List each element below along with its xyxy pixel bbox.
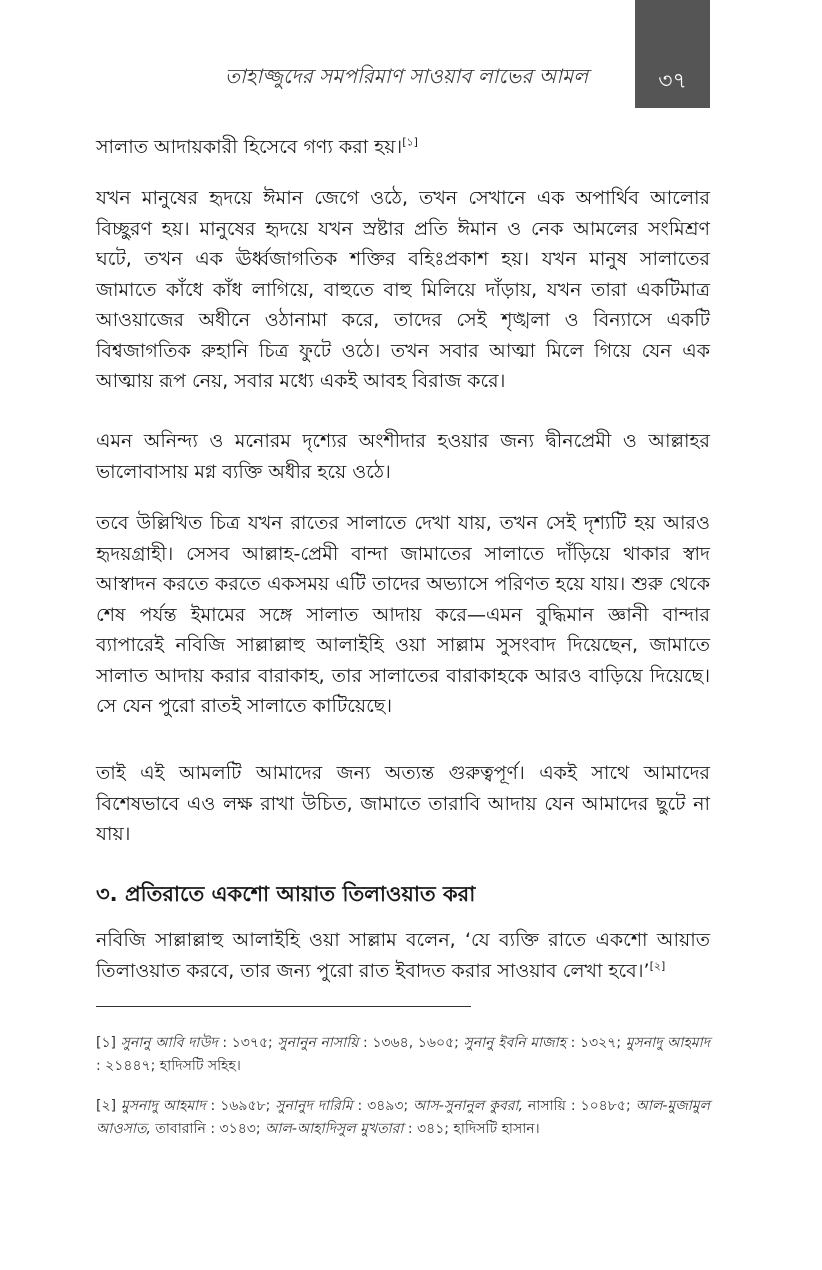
footnote-source: সুনানু ইবনি মাজাহ xyxy=(463,1035,566,1051)
footnote-source: আল-আহাদিসুল মুখতারা xyxy=(265,1121,404,1137)
footnote-marker: [২] xyxy=(96,1098,117,1114)
paragraph-continuation xyxy=(96,132,710,163)
footnote-ref: : ১৬৯৫৮; xyxy=(205,1098,276,1114)
paragraph-text: সালাত আদায়কারী হিসেবে গণ্য করা হয়। xyxy=(96,136,403,158)
footnote-source: আল-মুজামুল আওসাত, xyxy=(96,1098,710,1137)
footnote-ref: : ২১৪৪৭; হাদিসটি সহিহ। xyxy=(96,1058,241,1074)
footnote-source: সুনানু আবি দাউদ xyxy=(120,1035,218,1051)
footnote-ref: : ৩৪৯৩; xyxy=(352,1098,414,1114)
footnote-source: মুসনাদু আহমাদ xyxy=(625,1035,710,1051)
footnote-2 xyxy=(96,1095,710,1141)
footnote-source: সুনানুন নাসায়ি xyxy=(277,1035,359,1051)
footnote-marker: [১] xyxy=(96,1035,117,1051)
footnote-source: আস-সুনানুল কুবরা, xyxy=(413,1098,523,1114)
footnote-ref: : ১৩২৭; xyxy=(566,1035,626,1051)
footnote-marker-2[interactable]: [২] xyxy=(649,959,666,973)
paragraph-importance: তাই এই আমলটি আমাদের জন্য অত্যন্ত গুরুত্বপূর্ণ। একই সাথে আমাদের বিশেষভাবে এও লক্ষ রাখা উচিত, জামাতে তারাবি আদায় যেন আমাদের ছুটে না যায়। xyxy=(96,762,710,845)
footnote-ref: নাসায়ি : ১০৪৮৫; xyxy=(522,1098,636,1114)
footnote-divider xyxy=(96,1006,471,1007)
footnote-marker-1[interactable]: [১] xyxy=(402,135,418,149)
hadith-text: নবিজি সাল্লাল্লাহু আলাইহি ওয়া সাল্লাম বলেন, ‘যে ব্যক্তি রাতে একশো আয়াত তিলাওয়াত করবে, তার জন্য পুরো রাত ইবাদত করার সাওয়াব লেখা হবে।’ xyxy=(96,929,710,982)
section-heading: ৩. প্রতিরাতে একশো আয়াত তিলাওয়াত করা xyxy=(96,882,476,906)
running-header-title: তাহাজ্জুদের সমপরিমাণ সাওয়াব লাভের আমল xyxy=(225,64,589,88)
page-number-tab xyxy=(635,0,710,108)
footnote-ref: তাবারানি : ৩১৪৩; xyxy=(150,1121,266,1137)
paragraph-scene: এমন অনিন্দ্য ও মনোরম দৃশ্যের অংশীদার হওয়ার জন্য দ্বীনপ্রেমী ও আল্লাহর ভালোবাসায় মগ্ন ব্যক্তি অধীর হয়ে ওঠে। xyxy=(96,430,710,483)
paragraph-hadith xyxy=(96,925,710,986)
footnote-ref: : ৩৪১; হাদিসটি হাসান। xyxy=(403,1121,540,1137)
footnote-source: সুনানুদ দারিমি xyxy=(275,1098,353,1114)
footnote-ref: : ১৩৭৫; xyxy=(217,1035,278,1051)
paragraph-night-prayer: তবে উল্লিখিত চিত্র যখন রাতের সালাতে দেখা যায়, তখন সেই দৃশ্যটি হয় আরও হৃদয়গ্রাহী। সেসব আল্লাহ-প্রেমী বান্দা জামাতের সালাতে দাঁড়িয়ে থাকার স্বাদ আস্বাদন করতে করতে একসময় এটি তাদের অভ্যাসে পরিণত হয়ে যায়। শুরু থেকে শেষ পর্যন্ত ইমামের সঙ্গে সালাত আদায় করে—এমন বুদ্ধিমান জ্ঞানী বান্দার ব্যাপারেই নবিজি সাল্লাল্লাহু আলাইহি ওয়া সাল্লাম সুসংবাদ দিয়েছেন, জামাতে সালাত আদায় করার বারাকাহ, তার সালাতের বারাকাহকে আরও বাড়িয়ে দিয়েছে। সে যেন পুরো রাতই সালাতে কাটিয়েছে। xyxy=(96,512,710,717)
footnote-1 xyxy=(96,1032,710,1078)
footnote-ref: : ১৩৬৪, ১৬০৫; xyxy=(358,1035,464,1051)
paragraph-iman: যখন মানুষের হৃদয়ে ঈমান জেগে ওঠে, তখন সেখানে এক অপার্থিব আলোর বিচ্ছুরণ হয়। মানুষের হৃদয়ে যখন স্রষ্টার প্রতি ঈমান ও নেক আমলের সংমিশ্রণ ঘটে, তখন এক ঊর্ধ্বজাগতিক শক্তির বহিঃপ্রকাশ হয়। যখন মানুষ সালাতের জামাতে কাঁধে কাঁধ লাগিয়ে, বাহুতে বাহু মিলিয়ে দাঁড়ায়, যখন তারা একটিমাত্র আওয়াজের অধীনে ওঠানামা করে, তাদের সেই শৃঙ্খলা ও বিন্যাসে একটি বিশ্বজাগতিক রুহানি চিত্র ফুটে ওঠে। তখন সবার আত্মা মিলে গিয়ে যেন এক আত্মায় রূপ নেয়, সবার মধ্যে একই আবহ বিরাজ করে। xyxy=(96,187,710,392)
footnote-source: মুসনাদু আহমাদ xyxy=(120,1098,206,1114)
page-number: ৩৭ xyxy=(658,69,687,94)
